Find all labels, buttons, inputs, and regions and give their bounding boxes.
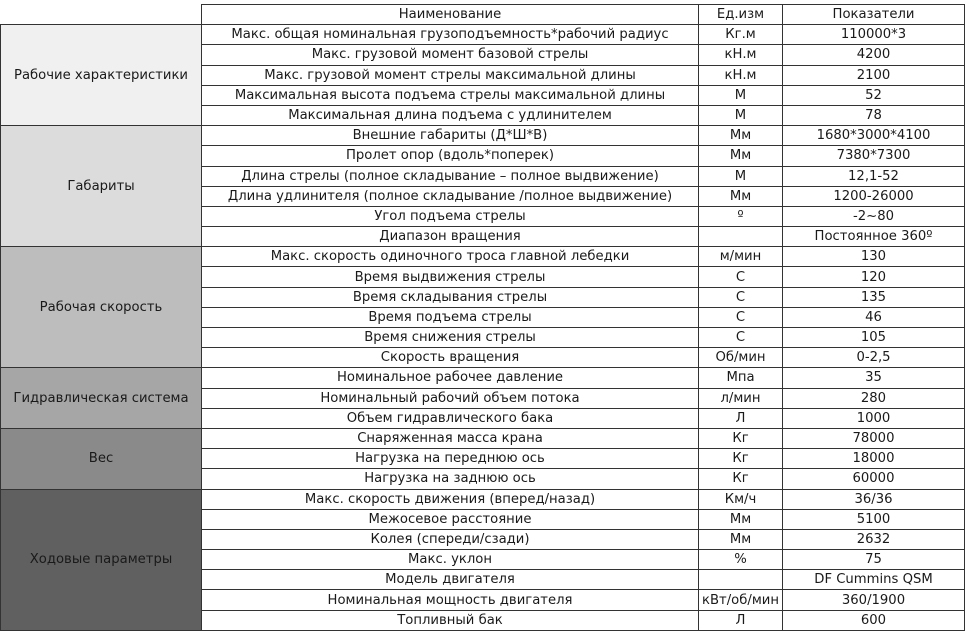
spec-value-cell: 120 (783, 267, 965, 287)
spec-value-cell: 0-2,5 (783, 348, 965, 368)
spec-value-cell: 110000*3 (783, 25, 965, 45)
spec-value-cell: 135 (783, 287, 965, 307)
spec-name-cell: Макс. уклон (202, 550, 699, 570)
spec-value-cell: 1200-26000 (783, 186, 965, 206)
spec-name-cell: Длина стрелы (полное складывание – полное выдвижение) (202, 166, 699, 186)
spec-unit-cell: кН.м (699, 45, 783, 65)
spec-unit-cell: М (699, 166, 783, 186)
spec-value-cell: 78000 (783, 428, 965, 448)
spec-unit-cell: Л (699, 408, 783, 428)
spec-value-cell: Постоянное 360º (783, 227, 965, 247)
spec-value-cell: 130 (783, 247, 965, 267)
spec-value-cell: 360/1900 (783, 590, 965, 610)
spec-unit-cell: м/мин (699, 247, 783, 267)
spec-name-cell: Топливный бак (202, 610, 699, 630)
spec-value-cell: 18000 (783, 449, 965, 469)
spec-value-cell: 35 (783, 368, 965, 388)
spec-name-cell: Скорость вращения (202, 348, 699, 368)
spec-name-cell: Макс. скорость движения (вперед/назад) (202, 489, 699, 509)
spec-unit-cell: С (699, 328, 783, 348)
category-cell: Вес (1, 428, 202, 489)
spec-unit-cell: С (699, 287, 783, 307)
spec-value-cell: 60000 (783, 469, 965, 489)
specs-table (0, 4, 965, 631)
spec-unit-cell (699, 227, 783, 247)
spec-name-cell: Время снижения стрелы (202, 328, 699, 348)
header-name: Наименование (202, 5, 699, 25)
spec-unit-cell: Кг (699, 449, 783, 469)
spec-name-cell: Длина удлинителя (полное складывание /полное выдвижение) (202, 186, 699, 206)
spec-name-cell: Номинальная мощность двигателя (202, 590, 699, 610)
spec-name-cell: Диапазон вращения (202, 227, 699, 247)
spec-unit-cell: Кг (699, 428, 783, 448)
spec-name-cell: Объем гидравлического бака (202, 408, 699, 428)
spec-unit-cell: Мм (699, 509, 783, 529)
spec-value-cell: 2100 (783, 65, 965, 85)
header-unit: Ед.изм (699, 5, 783, 25)
spec-unit-cell: Мм (699, 126, 783, 146)
category-cell: Рабочие характеристики (1, 25, 202, 126)
spec-name-cell: Макс. грузовой момент стрелы максимальной длины (202, 65, 699, 85)
spec-value-cell: 1680*3000*4100 (783, 126, 965, 146)
table-row (1, 428, 965, 448)
spec-name-cell: Пролет опор (вдоль*поперек) (202, 146, 699, 166)
spec-unit-cell: л/мин (699, 388, 783, 408)
table-row (1, 126, 965, 146)
spec-value-cell: 105 (783, 328, 965, 348)
spec-name-cell: Модель двигателя (202, 570, 699, 590)
spec-value-cell: 52 (783, 85, 965, 105)
category-cell: Рабочая скорость (1, 247, 202, 368)
spec-unit-cell: Мпа (699, 368, 783, 388)
header-row (1, 5, 965, 25)
spec-unit-cell: М (699, 105, 783, 125)
header-value: Показатели (783, 5, 965, 25)
spec-name-cell: Колея (спереди/сзади) (202, 529, 699, 549)
spec-name-cell: Нагрузка на переднюю ось (202, 449, 699, 469)
spec-name-cell: Межосевое расстояние (202, 509, 699, 529)
spec-unit-cell: Мм (699, 186, 783, 206)
spec-name-cell: Макс. скорость одиночного троса главной лебедки (202, 247, 699, 267)
table-row (1, 368, 965, 388)
spec-name-cell: Нагрузка на заднюю ось (202, 469, 699, 489)
spec-value-cell: 600 (783, 610, 965, 630)
spec-value-cell: 12,1-52 (783, 166, 965, 186)
spec-name-cell: Время выдвижения стрелы (202, 267, 699, 287)
spec-unit-cell: % (699, 550, 783, 570)
category-cell: Габариты (1, 126, 202, 247)
spec-unit-cell: Мм (699, 146, 783, 166)
table-row (1, 25, 965, 45)
spec-name-cell: Внешние габариты (Д*Ш*В) (202, 126, 699, 146)
spec-unit-cell: Км/ч (699, 489, 783, 509)
spec-name-cell: Время подъема стрелы (202, 307, 699, 327)
spec-unit-cell: С (699, 267, 783, 287)
spec-unit-cell: Мм (699, 529, 783, 549)
spec-unit-cell: кВт/об/мин (699, 590, 783, 610)
spec-name-cell: Угол подъема стрелы (202, 206, 699, 226)
spec-unit-cell: кН.м (699, 65, 783, 85)
specs-body (1, 25, 965, 631)
spec-value-cell: 78 (783, 105, 965, 125)
spec-value-cell: -2~80 (783, 206, 965, 226)
spec-value-cell: 5100 (783, 509, 965, 529)
spec-unit-cell: Л (699, 610, 783, 630)
table-row (1, 489, 965, 509)
spec-value-cell: 4200 (783, 45, 965, 65)
spec-unit-cell: М (699, 85, 783, 105)
blank-corner-cell (1, 5, 202, 25)
spec-unit-cell: Об/мин (699, 348, 783, 368)
spec-unit-cell: С (699, 307, 783, 327)
spec-value-cell: 2632 (783, 529, 965, 549)
spec-name-cell: Снаряженная масса крана (202, 428, 699, 448)
spec-value-cell: 46 (783, 307, 965, 327)
category-cell: Ходовые параметры (1, 489, 202, 630)
spec-unit-cell: Кг (699, 469, 783, 489)
category-cell: Гидравлическая система (1, 368, 202, 429)
spec-value-cell: 7380*7300 (783, 146, 965, 166)
spec-name-cell: Максимальная длина подъема с удлинителем (202, 105, 699, 125)
spec-name-cell: Макс. общая номинальная грузоподъемность*рабочий радиус (202, 25, 699, 45)
spec-name-cell: Номинальный рабочий объем потока (202, 388, 699, 408)
spec-unit-cell: º (699, 206, 783, 226)
spec-name-cell: Номинальное рабочее давление (202, 368, 699, 388)
table-row (1, 247, 965, 267)
spec-value-cell: 1000 (783, 408, 965, 428)
spec-unit-cell: Кг.м (699, 25, 783, 45)
spec-name-cell: Время складывания стрелы (202, 287, 699, 307)
spec-value-cell: 280 (783, 388, 965, 408)
spec-value-cell: 75 (783, 550, 965, 570)
spec-unit-cell (699, 570, 783, 590)
spec-name-cell: Максимальная высота подъема стрелы максимальной длины (202, 85, 699, 105)
spec-value-cell: 36/36 (783, 489, 965, 509)
spec-name-cell: Макс. грузовой момент базовой стрелы (202, 45, 699, 65)
spec-value-cell: DF Cummins QSM (783, 570, 965, 590)
